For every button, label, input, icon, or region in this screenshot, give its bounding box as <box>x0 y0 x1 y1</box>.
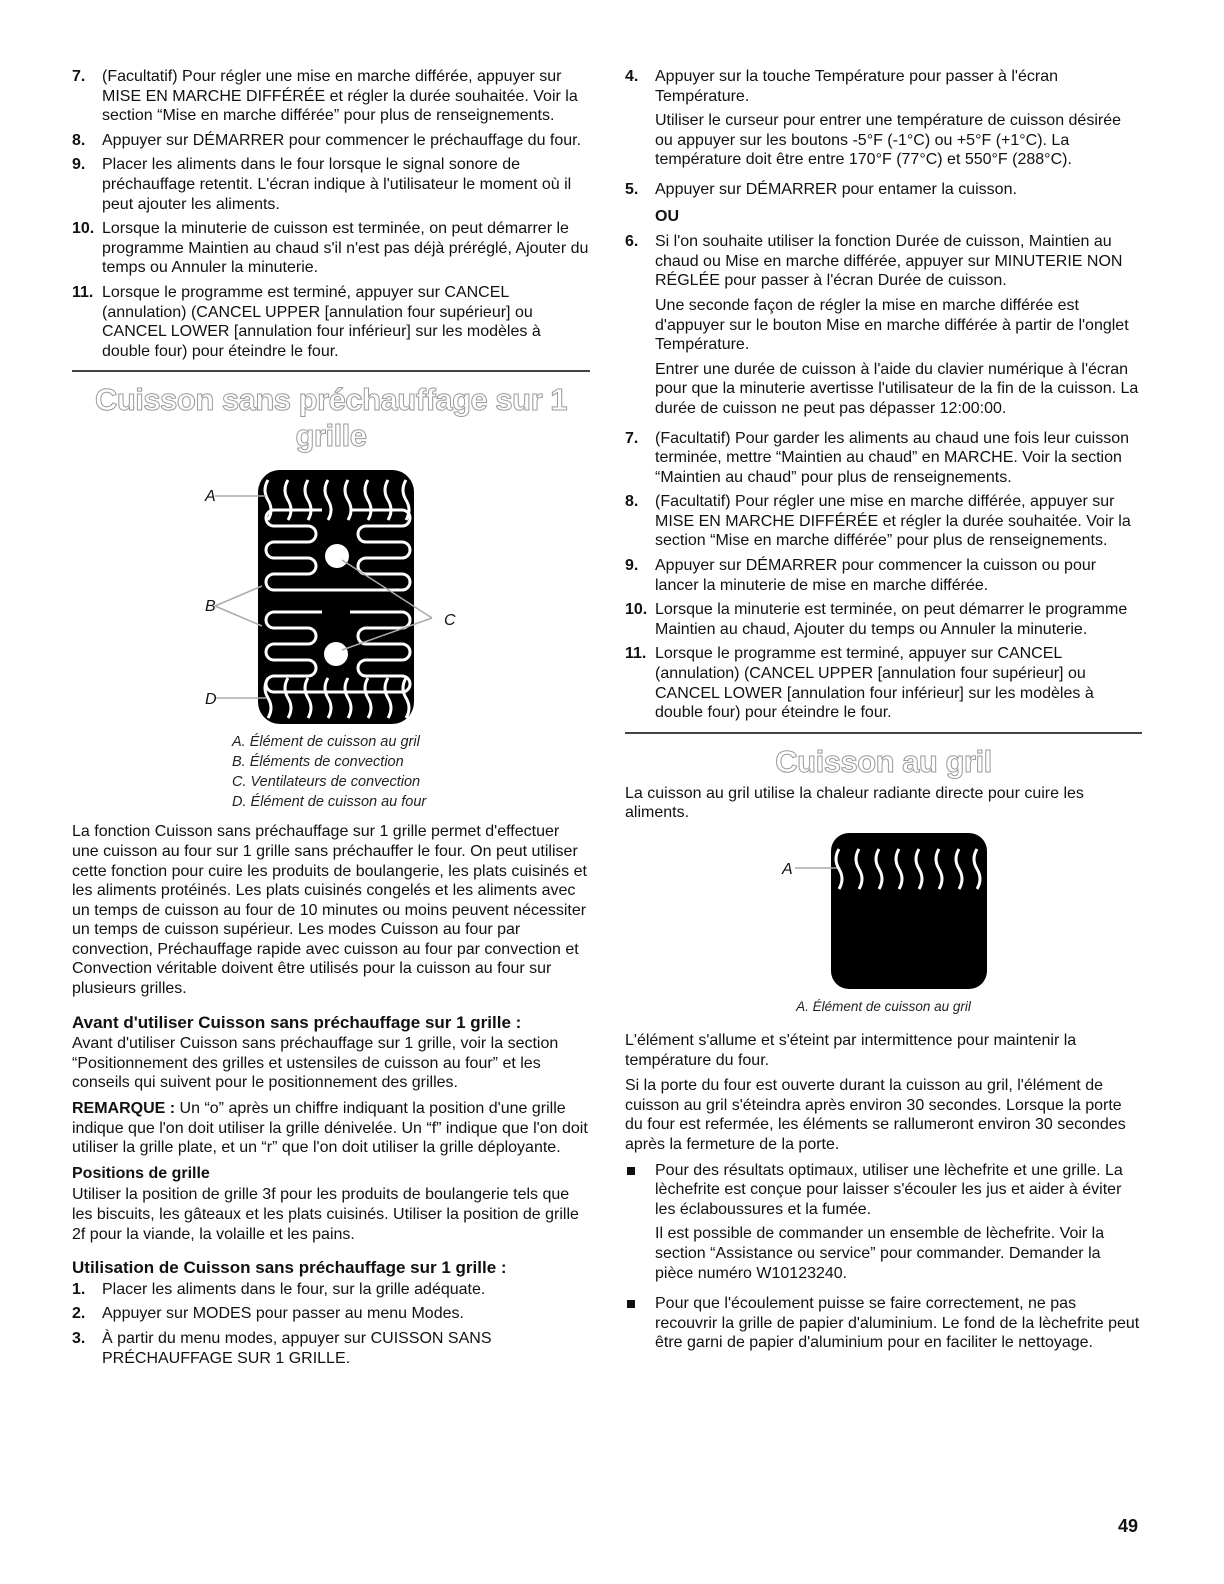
remark-paragraph <box>72 1099 590 1158</box>
item-number: 8. <box>625 493 639 511</box>
item-text: Entrer une durée de cuisson à l'aide du clavier numérique à l'écran pour que la minuterie avertisse l'utilisateur de la fin de la cuisson. La durée de cuisson ne peut pas dépasser 12:00:00. <box>655 360 1139 417</box>
item-number: 7. <box>625 429 639 447</box>
list-item <box>625 67 1142 175</box>
item-text: (Facultatif) Pour garder les aliments au chaud une fois leur cuisson terminée, mettre “Maintien au chaud” en MARCHE. Voir la section “Maintien au chaud” pour plus de renseignements. <box>655 429 1130 486</box>
list-item <box>625 556 1142 595</box>
bullet-icon <box>625 1161 655 1289</box>
paragraph: L'élément s'allume et s'éteint par intermittence pour maintenir la température du four. <box>625 1032 1077 1069</box>
bullet-item <box>625 1294 1142 1358</box>
list-item <box>72 219 590 278</box>
label-d: D <box>205 691 217 709</box>
remark-label: REMARQUE : <box>72 1100 176 1118</box>
item-number: 6. <box>625 233 639 251</box>
item-text: Appuyer sur DÉMARRER pour commencer la cuisson ou pour lancer la minuterie de mise en marche différée. <box>655 557 1097 594</box>
item-text: Lorsque la minuterie est terminée, on peut démarrer le programme Maintien au chaud, Ajouter du temps ou Annuler la minuterie. <box>655 601 1128 638</box>
or-separator: OU <box>655 207 679 225</box>
section-divider <box>72 370 590 372</box>
item-text: Placer les aliments dans le four, sur la grille adéquate. <box>102 1280 486 1298</box>
item-text: Appuyer sur DÉMARRER pour commencer le préchauffage du four. <box>102 131 582 149</box>
item-number: 9. <box>72 156 86 174</box>
list-item <box>625 232 1142 423</box>
list-item <box>72 283 590 361</box>
item-text: À partir du menu modes, appuyer sur CUISSON SANS PRÉCHAUFFAGE SUR 1 GRILLE. <box>102 1329 492 1367</box>
list-item <box>72 1304 590 1324</box>
item-text: (Facultatif) Pour régler une mise en marche différée, appuyer sur MISE EN MARCHE DIFFÉRÉE et régler la durée souhaitée. Voir la section “Mise en marche différée” pour plus de renseignements. <box>102 68 578 125</box>
list-item <box>625 429 1142 488</box>
item-text: Si l'on souhaite utiliser la fonction Durée de cuisson, Maintien au chaud ou Mise en marche différée, appuyer sur MINUTERIE NON RÉGLÉE pour passer à l'écran Durée de cuisson. <box>655 233 1123 290</box>
item-text: Appuyer sur DÉMARRER pour entamer la cuisson. <box>655 180 1017 198</box>
list-item <box>625 492 1142 551</box>
item-number: 11. <box>72 283 94 301</box>
caption: A. Élément de cuisson au gril <box>232 734 420 751</box>
item-text: Lorsque le programme est terminé, appuyer sur CANCEL (annulation) (CANCEL UPPER [annulation four supérieur] ou CANCEL LOWER [annulation four inférieur] sur les modèles à double four) pour éteindre le four. <box>102 283 541 360</box>
item-number: 8. <box>72 131 86 149</box>
bullet-text: Pour des résultats optimaux, utiliser une lèchefrite et une grille. La lèchefrite est conçue pour laisser s'écouler les jus et aider à éviter les éclaboussures et la fumée. <box>655 1161 1123 1218</box>
figure-legend <box>232 732 590 812</box>
section-title: Cuisson au gril <box>775 743 992 779</box>
label-c: C <box>444 612 456 630</box>
item-number: 9. <box>625 557 639 575</box>
subheading: Avant d'utiliser Cuisson sans préchauffage sur 1 grille : <box>72 1012 522 1032</box>
bullet-text: Pour que l'écoulement puisse se faire correctement, ne pas recouvrir la grille de papier d'aluminium. Le fond de la lèchefrite peut être garni de papier d'aluminium pour en faciliter le nettoyage. <box>655 1295 1140 1352</box>
left-column <box>72 67 590 1373</box>
item-number: 10. <box>72 220 95 238</box>
item-number: 1. <box>72 1280 86 1298</box>
oven-convection-diagram <box>72 468 590 730</box>
item-number: 4. <box>625 68 639 85</box>
intro-paragraph: La cuisson au gril utilise la chaleur radiante directe pour cuire les aliments. <box>625 784 1084 822</box>
list-item <box>72 1280 590 1300</box>
caption: C. Ventilateurs de convection <box>232 774 421 791</box>
item-number: 11. <box>625 645 647 663</box>
intro-paragraph: La fonction Cuisson sans préchauffage sur 1 grille permet d'effectuer une cuisson au four sur 1 grille sans préchauffer le four. On peut utiliser cette fonction pour cuire les produits de boulangerie, les plats cuisinés et les aliments protéinés. Les plats cuisinés congelés et les aliments avec un temps de cuisson au four de 10 minutes ou moins peuvent nécessiter un temps de cuisson supérieur. Les modes Cuisson au four par convection, Préchauffage rapide avec cuisson au four par convection et Convection véritable doivent être utilisés pour la cuisson au four sur plusieurs grilles. <box>72 823 587 998</box>
bullet-text: Il est possible de commander un ensemble de lèchefrite. Voir la section “Assistance ou service” pour commander. Demander la pièce numéro W10123240. <box>655 1225 1105 1282</box>
item-text: Lorsque le programme est terminé, appuyer sur CANCEL (annulation) (CANCEL UPPER [annulation four supérieur] ou CANCEL LOWER [annulation four inférieur] sur les modèles à double four) pour éteindre le four. <box>655 645 1094 722</box>
list-item <box>72 155 590 214</box>
paragraph: Avant d'utiliser Cuisson sans préchauffage sur 1 grille, voir la section “Positionnement des grilles et ustensiles de cuisson au four” et les conseils qui suivent pour le positionnement des grilles. <box>72 1035 559 1092</box>
list-item <box>72 131 590 151</box>
list-item <box>625 600 1142 639</box>
list-item <box>72 67 590 126</box>
item-text: Utiliser le curseur pour entrer une température de cuisson désirée ou appuyer sur les boutons -5°F (-1°C) ou +5°F (+1°C). La température doit être entre 170°F (77°C) et 550°F (288°C). <box>655 112 1122 169</box>
caption: B. Éléments de convection <box>232 754 404 771</box>
bullet-item <box>625 1161 1142 1289</box>
item-text: Appuyer sur MODES pour passer au menu Modes. <box>102 1305 464 1323</box>
list-item <box>625 180 1142 205</box>
subheading: Positions de grille <box>72 1164 210 1182</box>
caption: D. Élément de cuisson au four <box>232 794 427 811</box>
section-divider <box>625 732 1142 734</box>
paragraph: Si la porte du four est ouverte durant la cuisson au gril, l'élément de cuisson au gril s'éteindra après environ 30 secondes. Lorsque la porte du four est refermée, les éléments se rallumeront environ 30 secondes après la fermeture de la porte. <box>625 1077 1126 1153</box>
label-b: B <box>205 598 216 616</box>
item-text: Appuyer sur la touche Température pour passer à l'écran Température. <box>655 68 1058 105</box>
broil-diagram <box>625 829 1142 989</box>
item-text: Placer les aliments dans le four lorsque le signal sonore de préchauffage retentit. L'écran indique à l'utilisateur le moment où il peut ajouter les aliments. <box>102 156 572 213</box>
item-text: (Facultatif) Pour régler une mise en marche différée, appuyer sur MISE EN MARCHE DIFFÉRÉE et régler la durée souhaitée. Voir la section “Mise en marche différée” pour plus de renseignements. <box>655 493 1131 550</box>
item-number: 10. <box>625 601 648 619</box>
paragraph: Utiliser la position de grille 3f pour les produits de boulangerie tels que les biscuits, les gâteaux et les plats cuisinés. Utiliser la position de grille 2f pour la viande, la volaille et les pains. <box>72 1186 579 1243</box>
label-a: A <box>205 488 216 506</box>
page-number: 49 <box>1118 1516 1139 1536</box>
item-text: Une seconde façon de régler la mise en marche différée est d'appuyer sur le bouton Mise en marche différée à partir de l'onglet Température. <box>655 296 1129 354</box>
item-number: 2. <box>72 1305 86 1323</box>
caption: A. Élément de cuisson au gril <box>796 999 971 1014</box>
right-column <box>625 67 1142 1364</box>
label-a: A <box>782 861 793 878</box>
subheading: Utilisation de Cuisson sans préchauffage sur 1 grille : <box>72 1258 507 1278</box>
item-number: 5. <box>625 180 639 198</box>
bullet-icon <box>625 1294 655 1358</box>
section-title: Cuisson sans préchauffage sur 1 grille <box>94 382 568 454</box>
item-number: 7. <box>72 68 86 85</box>
item-number: 3. <box>72 1329 86 1347</box>
item-text: Lorsque la minuterie de cuisson est terminée, on peut démarrer le programme Maintien au chaud s'il n'est pas déjà préréglé, Ajouter du temps ou Annuler la minuterie. <box>102 220 589 277</box>
remark-text: Un “o” après un chiffre indiquant la position d'une grille indique que l'on doit utiliser la grille dénivelée. Un “f” indique que l'on doit utiliser la grille plate, et un “r” que l'on doit utiliser la grille déployante. <box>72 1100 588 1157</box>
list-item <box>625 644 1142 722</box>
list-item <box>72 1329 590 1368</box>
